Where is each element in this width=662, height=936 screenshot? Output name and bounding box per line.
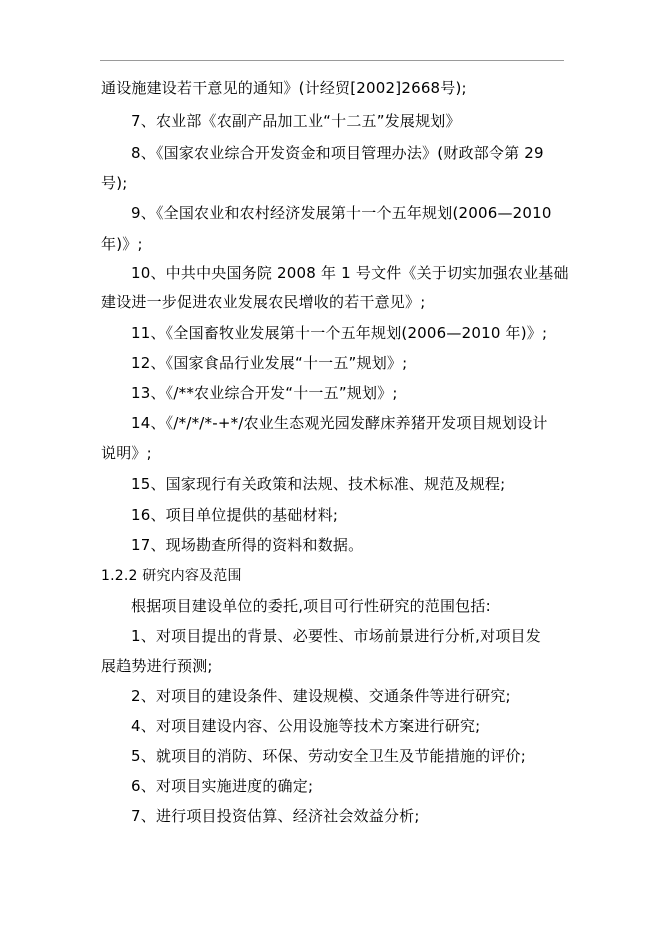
text-line-14: 15、国家现行有关政策和法规、技术标准、规范及规程; [131, 475, 506, 493]
text-line-16: 17、现场勘查所得的资料和数据。 [131, 536, 364, 554]
text-line-8: 建设进一步促进农业发展农民增收的若干意见》; [101, 293, 426, 311]
text-line-4: 号); [101, 174, 128, 192]
text-line-12: 14、《/*/*/*-+*/农业生态观光园发酵床养猪开发项目规划设计 [131, 414, 548, 432]
text-line-9: 11、《全国畜牧业发展第十一个五年规划(2006—2010 年)》; [131, 324, 548, 342]
text-line-18: 根据项目建设单位的委托,项目可行性研究的范围包括: [131, 597, 491, 615]
text-line-23: 5、就项目的消防、环保、劳动安全卫生及节能措施的评价; [131, 747, 526, 765]
text-line-10: 12、《国家食品行业发展“十一五”规划》; [131, 354, 408, 372]
text-line-25: 7、进行项目投资估算、经济社会效益分析; [131, 807, 420, 825]
text-line-2: 7、农业部《农副产品加工业“十二五”发展规划》 [131, 112, 461, 130]
text-line-3: 8、《国家农业综合开发资金和项目管理办法》(财政部令第 29 [131, 144, 544, 162]
text-line-5: 9、《全国农业和农村经济发展第十一个五年规划(2006—2010 [131, 204, 552, 222]
section-heading: 1.2.2 研究内容及范围 [101, 568, 242, 584]
text-line-20: 展趋势进行预测; [101, 657, 213, 675]
text-line-1: 通设施建设若干意见的通知》(计经贸[2002]2668号); [101, 79, 467, 97]
text-line-11: 13、《/**农业综合开发“十一五”规划》; [131, 384, 398, 402]
page-header-rule [100, 60, 564, 61]
text-line-15: 16、项目单位提供的基础材料; [131, 506, 339, 524]
text-line-21: 2、对项目的建设条件、建设规模、交通条件等进行研究; [131, 687, 511, 705]
text-line-7: 10、中共中央国务院 2008 年 1 号文件《关于切实加强农业基础 [131, 264, 569, 282]
text-line-13: 说明》; [101, 444, 152, 462]
text-line-6: 年)》; [101, 235, 143, 253]
text-line-22: 4、对项目建设内容、公用设施等技术方案进行研究; [131, 717, 481, 735]
text-line-19: 1、对项目提出的背景、必要性、市场前景进行分析,对项目发 [131, 627, 541, 645]
text-line-24: 6、对项目实施进度的确定; [131, 777, 314, 795]
